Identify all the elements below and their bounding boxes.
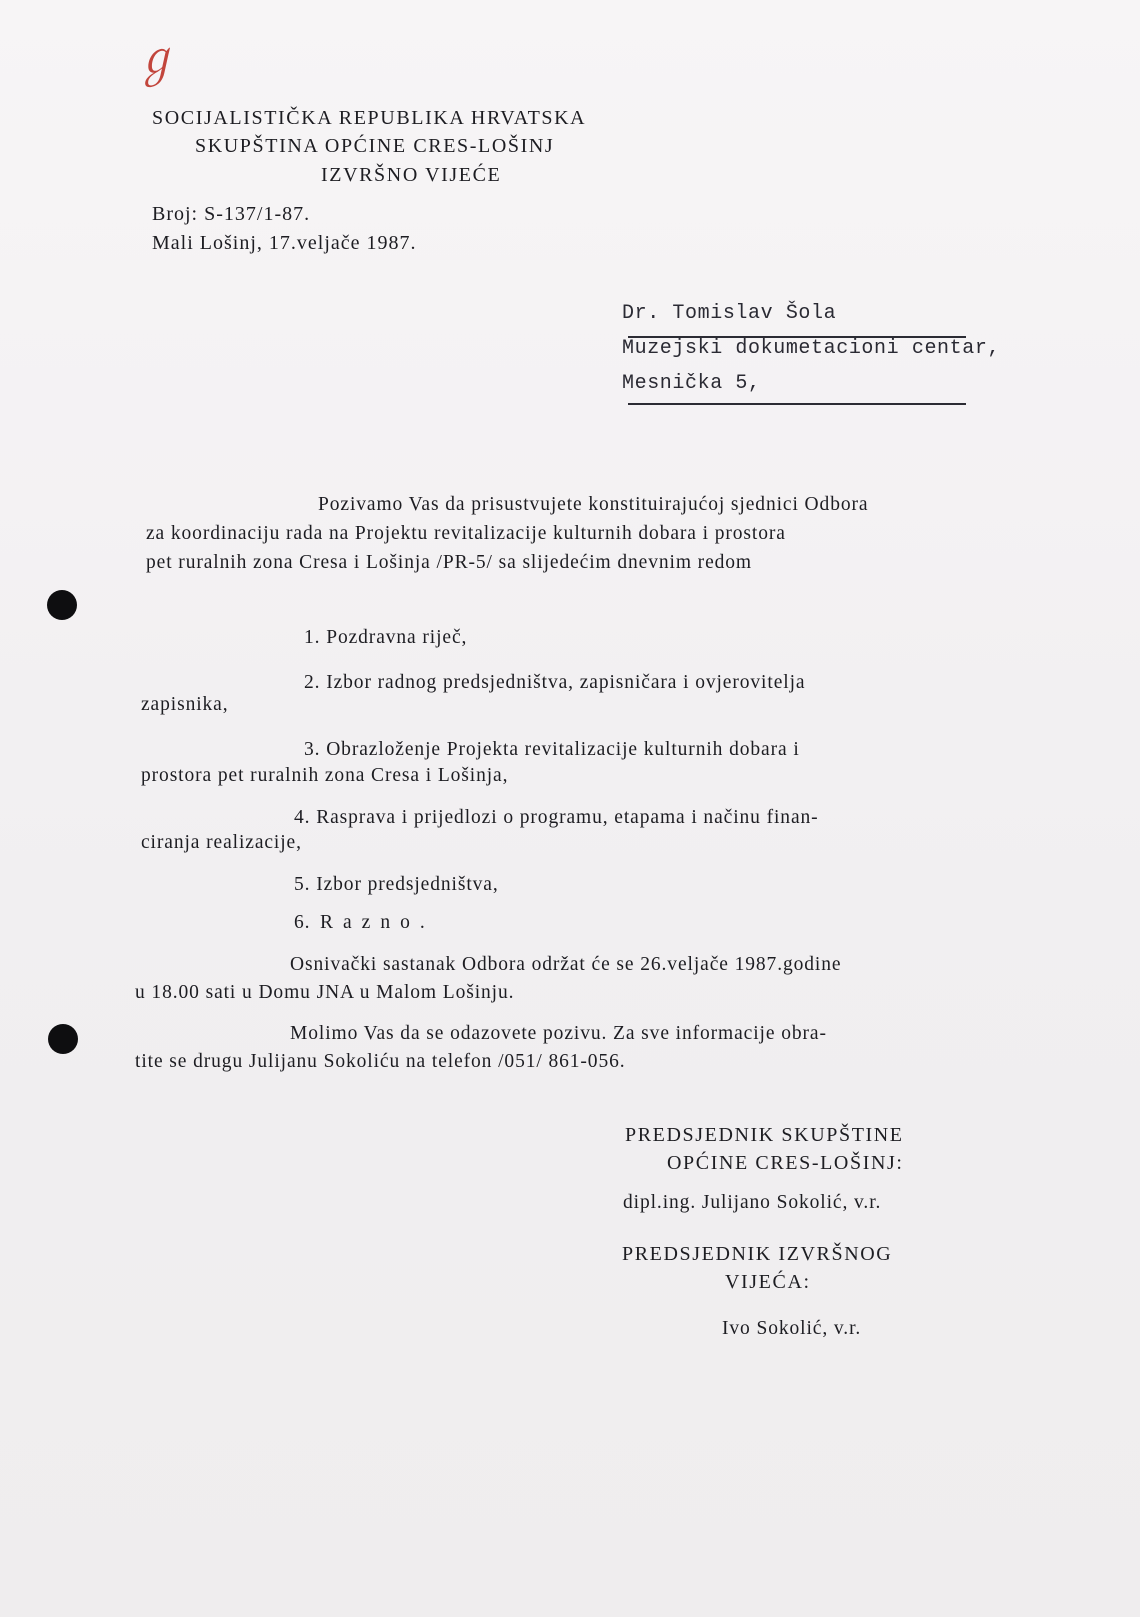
- recipient-name: Dr. Tomislav Šola: [622, 302, 837, 325]
- recipient-organization: Muzejski dokumetacioni centar,: [622, 337, 1001, 360]
- punch-hole-lower: [48, 1024, 78, 1054]
- signature-2-name: Ivo Sokolić, v.r.: [722, 1318, 862, 1339]
- header-assembly: SKUPŠTINA OPĆINE CRES-LOŠINJ: [195, 135, 555, 157]
- agenda-item-4-cont: ciranja realizacije,: [141, 832, 302, 853]
- meeting-line-2: u 18.00 sati u Domu JNA u Malom Lošinju.: [135, 982, 515, 1003]
- header-council: IZVRŠNO VIJEĆE: [321, 164, 502, 186]
- agenda-item-6: Razno.: [320, 912, 435, 933]
- agenda-item-5: 5. Izbor predsjedništva,: [294, 874, 499, 895]
- intro-line-2: za koordinaciju rada na Projektu revitalizacije kulturnih dobara i prostora: [146, 523, 786, 544]
- agenda-item-1: 1. Pozdravna riječ,: [304, 627, 468, 648]
- signature-1-title-2: OPĆINE CRES-LOŠINJ:: [667, 1152, 904, 1174]
- agenda-item-3: 3. Obrazloženje Projekta revitalizacije kulturnih dobara i: [304, 739, 800, 760]
- meeting-line-1: Osnivački sastanak Odbora održat će se 26.veljače 1987.godine: [290, 954, 842, 975]
- agenda-item-6-number: 6.: [294, 912, 311, 933]
- agenda-item-4: 4. Rasprava i prijedlozi o programu, etapama i načinu finan-: [294, 807, 819, 828]
- recipient-rule-2: [628, 403, 966, 405]
- header-republic: SOCIJALISTIČKA REPUBLIKA HRVATSKA: [152, 107, 587, 129]
- agenda-item-2-cont: zapisnika,: [141, 694, 229, 715]
- agenda-item-2: 2. Izbor radnog predsjedništva, zapisničara i ovjerovitelja: [304, 672, 806, 693]
- agenda-item-3-cont: prostora pet ruralnih zona Cresa i Lošinja,: [141, 765, 509, 786]
- reference-number: Broj: S-137/1-87.: [152, 203, 311, 225]
- recipient-address: Mesnička 5,: [622, 372, 761, 395]
- closing-line-2: tite se drugu Julijanu Sokoliću na telefon /051/ 861-056.: [135, 1051, 626, 1072]
- signature-2-title-1: PREDSJEDNIK IZVRŠNOG: [622, 1243, 893, 1265]
- closing-line-1: Molimo Vas da se odazovete pozivu. Za sve informacije obra-: [290, 1023, 827, 1044]
- signature-1-name: dipl.ing. Julijano Sokolić, v.r.: [623, 1192, 882, 1213]
- intro-line-3: pet ruralnih zona Cresa i Lošinja /PR-5/ sa slijedećim dnevnim redom: [146, 552, 752, 573]
- handwritten-mark: ℊ: [127, 30, 182, 90]
- signature-1-title-1: PREDSJEDNIK SKUPŠTINE: [625, 1124, 904, 1146]
- signature-2-title-2: VIJEĆA:: [725, 1271, 811, 1293]
- place-date: Mali Lošinj, 17.veljače 1987.: [152, 232, 417, 254]
- punch-hole-upper: [47, 590, 77, 620]
- intro-line-1: Pozivamo Vas da prisustvujete konstituirajućoj sjednici Odbora: [318, 494, 869, 515]
